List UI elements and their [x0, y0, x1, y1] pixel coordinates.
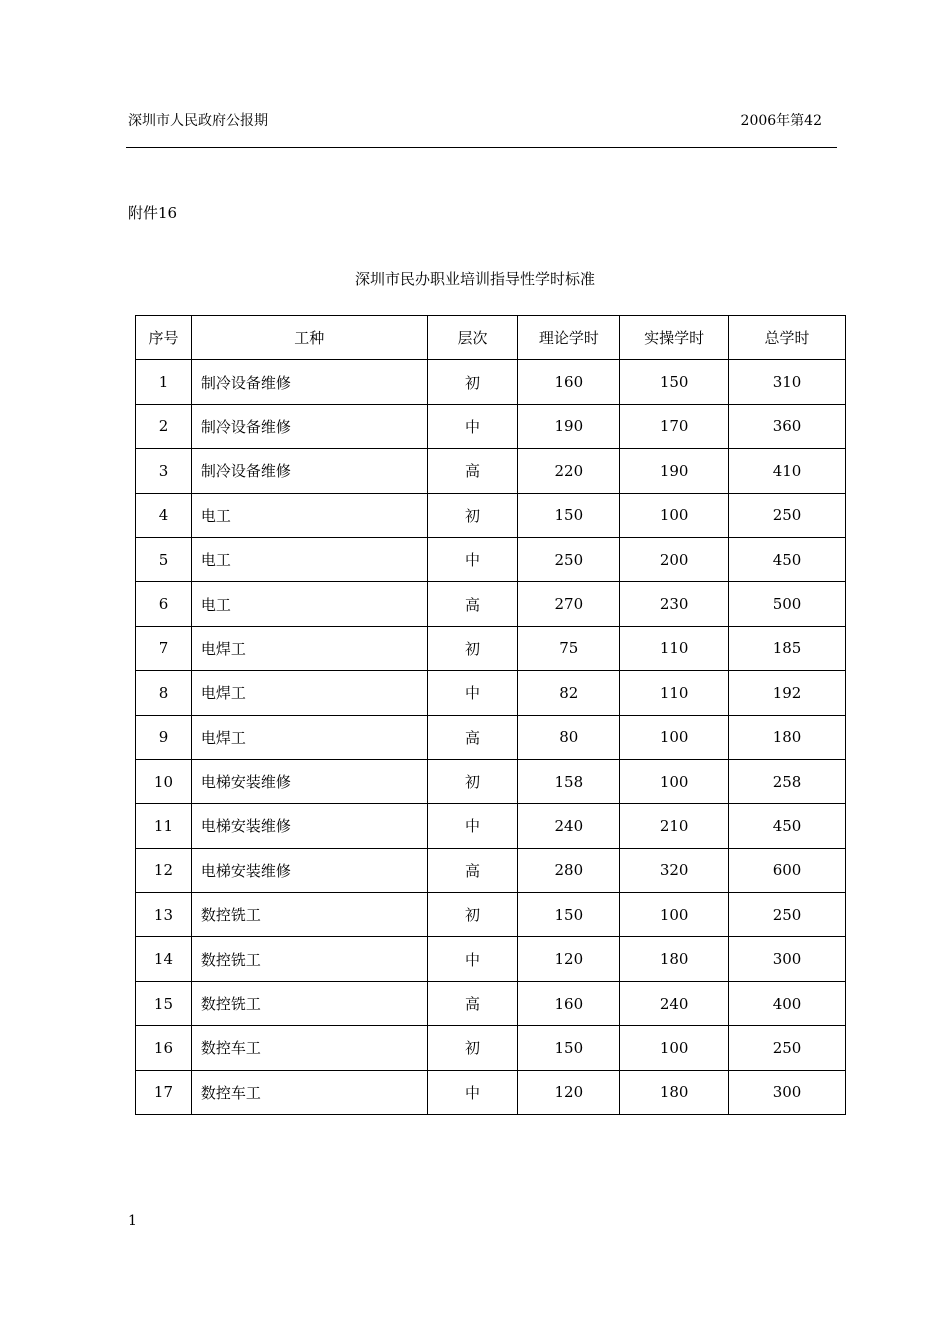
- cell-trade: 电焊工: [191, 715, 427, 759]
- table-row: [136, 626, 846, 670]
- cell-trade: 数控铣工: [191, 937, 427, 981]
- cell-practice-hours: 100: [620, 893, 729, 937]
- cell-theory-hours: 150: [518, 1026, 620, 1070]
- cell-trade: 制冷设备维修: [191, 449, 427, 493]
- cell-seq: 12: [136, 848, 192, 892]
- cell-practice-hours: 240: [620, 981, 729, 1025]
- cell-theory-hours: 120: [518, 937, 620, 981]
- cell-trade: 制冷设备维修: [191, 360, 427, 404]
- cell-level: 初: [427, 1026, 518, 1070]
- cell-trade: 制冷设备维修: [191, 404, 427, 448]
- cell-theory-hours: 82: [518, 671, 620, 715]
- column-header-total-hours: 总学时: [729, 316, 846, 360]
- cell-total-hours: 360: [729, 404, 846, 448]
- issue-number: 2006年第42: [740, 113, 822, 129]
- table-header-row: [136, 316, 846, 360]
- page-number: 1: [128, 1213, 137, 1229]
- header-divider: [126, 147, 837, 148]
- cell-level: 中: [427, 937, 518, 981]
- column-header-theory-hours: 理论学时: [518, 316, 620, 360]
- table-row: [136, 1070, 846, 1114]
- cell-seq: 1: [136, 360, 192, 404]
- table-row: [136, 893, 846, 937]
- attachment-label: 附件16: [128, 204, 178, 222]
- table-body: [136, 360, 846, 1115]
- cell-theory-hours: 160: [518, 981, 620, 1025]
- cell-theory-hours: 250: [518, 537, 620, 581]
- cell-trade: 电工: [191, 582, 427, 626]
- table-row: [136, 804, 846, 848]
- cell-total-hours: 600: [729, 848, 846, 892]
- cell-level: 高: [427, 449, 518, 493]
- cell-level: 中: [427, 1070, 518, 1114]
- cell-practice-hours: 100: [620, 715, 729, 759]
- cell-level: 高: [427, 981, 518, 1025]
- column-header-practice-hours: 实操学时: [620, 316, 729, 360]
- column-header-seq: 序号: [136, 316, 192, 360]
- table-row: [136, 582, 846, 626]
- cell-total-hours: 250: [729, 1026, 846, 1070]
- table-row: [136, 937, 846, 981]
- cell-theory-hours: 190: [518, 404, 620, 448]
- table-row: [136, 981, 846, 1025]
- cell-seq: 9: [136, 715, 192, 759]
- cell-trade: 电梯安装维修: [191, 848, 427, 892]
- document-title: 深圳市民办职业培训指导性学时标准: [354, 270, 595, 288]
- cell-practice-hours: 100: [620, 1026, 729, 1070]
- cell-seq: 2: [136, 404, 192, 448]
- cell-trade: 数控铣工: [191, 893, 427, 937]
- cell-trade: 数控车工: [191, 1070, 427, 1114]
- cell-theory-hours: 240: [518, 804, 620, 848]
- table-row: [136, 360, 846, 404]
- cell-practice-hours: 210: [620, 804, 729, 848]
- cell-trade: 数控铣工: [191, 981, 427, 1025]
- table-row: [136, 493, 846, 537]
- cell-level: 中: [427, 537, 518, 581]
- cell-level: 高: [427, 848, 518, 892]
- cell-total-hours: 400: [729, 981, 846, 1025]
- cell-practice-hours: 320: [620, 848, 729, 892]
- cell-total-hours: 185: [729, 626, 846, 670]
- cell-practice-hours: 110: [620, 626, 729, 670]
- cell-seq: 3: [136, 449, 192, 493]
- cell-trade: 电工: [191, 493, 427, 537]
- cell-seq: 10: [136, 759, 192, 803]
- column-header-trade: 工种: [191, 316, 427, 360]
- cell-level: 初: [427, 493, 518, 537]
- cell-theory-hours: 270: [518, 582, 620, 626]
- cell-level: 初: [427, 893, 518, 937]
- cell-total-hours: 300: [729, 1070, 846, 1114]
- cell-trade: 电工: [191, 537, 427, 581]
- cell-theory-hours: 120: [518, 1070, 620, 1114]
- cell-seq: 7: [136, 626, 192, 670]
- table-row: [136, 759, 846, 803]
- cell-level: 高: [427, 715, 518, 759]
- cell-total-hours: 300: [729, 937, 846, 981]
- cell-trade: 电梯安装维修: [191, 804, 427, 848]
- training-hours-table: [135, 315, 846, 1115]
- cell-level: 中: [427, 804, 518, 848]
- cell-total-hours: 500: [729, 582, 846, 626]
- cell-theory-hours: 150: [518, 893, 620, 937]
- cell-level: 初: [427, 360, 518, 404]
- table-row: [136, 449, 846, 493]
- cell-practice-hours: 180: [620, 1070, 729, 1114]
- cell-seq: 6: [136, 582, 192, 626]
- column-header-level: 层次: [427, 316, 518, 360]
- cell-level: 中: [427, 404, 518, 448]
- cell-level: 初: [427, 626, 518, 670]
- cell-level: 高: [427, 582, 518, 626]
- cell-seq: 5: [136, 537, 192, 581]
- cell-theory-hours: 280: [518, 848, 620, 892]
- table-row: [136, 404, 846, 448]
- cell-seq: 8: [136, 671, 192, 715]
- cell-practice-hours: 170: [620, 404, 729, 448]
- cell-level: 中: [427, 671, 518, 715]
- cell-total-hours: 250: [729, 893, 846, 937]
- table-row: [136, 671, 846, 715]
- cell-practice-hours: 180: [620, 937, 729, 981]
- cell-seq: 16: [136, 1026, 192, 1070]
- table-row: [136, 537, 846, 581]
- cell-total-hours: 450: [729, 804, 846, 848]
- cell-theory-hours: 75: [518, 626, 620, 670]
- cell-level: 初: [427, 759, 518, 803]
- cell-seq: 4: [136, 493, 192, 537]
- cell-practice-hours: 230: [620, 582, 729, 626]
- cell-practice-hours: 150: [620, 360, 729, 404]
- cell-total-hours: 450: [729, 537, 846, 581]
- cell-seq: 17: [136, 1070, 192, 1114]
- cell-practice-hours: 110: [620, 671, 729, 715]
- cell-practice-hours: 190: [620, 449, 729, 493]
- cell-trade: 数控车工: [191, 1026, 427, 1070]
- cell-trade: 电焊工: [191, 626, 427, 670]
- cell-seq: 13: [136, 893, 192, 937]
- cell-seq: 15: [136, 981, 192, 1025]
- cell-theory-hours: 160: [518, 360, 620, 404]
- cell-seq: 11: [136, 804, 192, 848]
- cell-trade: 电焊工: [191, 671, 427, 715]
- cell-theory-hours: 80: [518, 715, 620, 759]
- cell-practice-hours: 200: [620, 537, 729, 581]
- table-row: [136, 1026, 846, 1070]
- gazette-name: 深圳市人民政府公报期: [128, 113, 268, 129]
- cell-theory-hours: 150: [518, 493, 620, 537]
- cell-practice-hours: 100: [620, 759, 729, 803]
- cell-trade: 电梯安装维修: [191, 759, 427, 803]
- cell-total-hours: 258: [729, 759, 846, 803]
- table-row: [136, 848, 846, 892]
- cell-total-hours: 250: [729, 493, 846, 537]
- cell-practice-hours: 100: [620, 493, 729, 537]
- cell-theory-hours: 158: [518, 759, 620, 803]
- table-row: [136, 715, 846, 759]
- cell-total-hours: 192: [729, 671, 846, 715]
- cell-total-hours: 410: [729, 449, 846, 493]
- cell-theory-hours: 220: [518, 449, 620, 493]
- cell-total-hours: 180: [729, 715, 846, 759]
- cell-total-hours: 310: [729, 360, 846, 404]
- cell-seq: 14: [136, 937, 192, 981]
